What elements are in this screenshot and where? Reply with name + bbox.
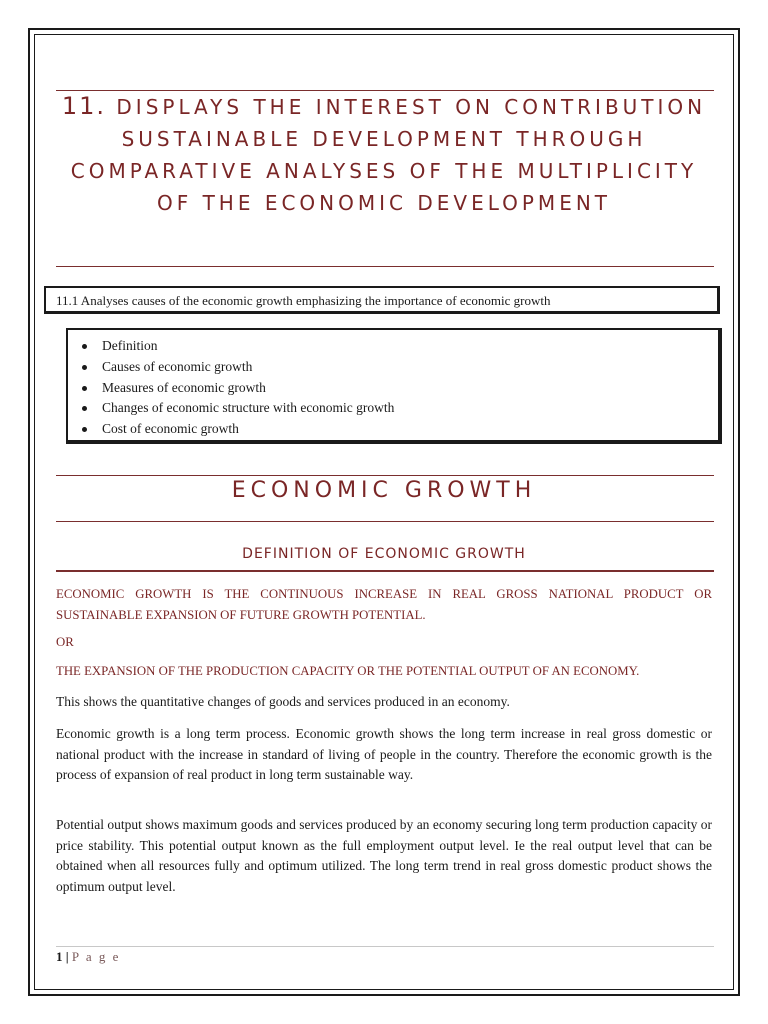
- chapter-number: 11.: [61, 92, 107, 120]
- topics-box: [66, 328, 722, 444]
- page-label: P a g e: [71, 949, 121, 964]
- chapter-title-text: DISPLAYS THE INTEREST ON CONTRIBUTION SUSTAINABLE DEVELOPMENT THROUGH COMPARATIVE ANALYSES OF THE MULTIPLICITY OF THE ECONOMIC DEVELOPMENT: [70, 95, 707, 215]
- paragraph-2: Economic growth is a long term process. Economic growth shows the long term increase in real gross domestic or national product with the increase in standard of living of people in the country. Therefore the economic growth is the process of expansion of real product in long term sustainable way.: [56, 726, 712, 782]
- subheading: DEFINITION OF ECONOMIC GROWTH: [242, 546, 526, 562]
- objective-box: [44, 286, 720, 314]
- topic-item: Cost of economic growth: [68, 419, 718, 440]
- paragraph-3: Potential output shows maximum goods and services produced by an economy securing long term production capacity or price stability. This potential output known as the full employment output level. Ie the real output level that can be obtained when all resources fully and optimum utilized. The long term trend in real gross domestic product shows the optimum output level.: [56, 817, 712, 894]
- paragraph-1: This shows the quantitative changes of goods and services produced in an economy.: [56, 694, 510, 709]
- topic-item: Causes of economic growth: [68, 357, 718, 378]
- rule-under-title: [56, 266, 714, 267]
- chapter-title: [56, 90, 712, 219]
- rule-below-subheading: [56, 570, 714, 572]
- rule-below-section: [56, 521, 714, 522]
- page-separator: |: [65, 949, 69, 964]
- topic-item: Definition: [68, 336, 718, 357]
- section-title: ECONOMIC GROWTH: [231, 478, 537, 503]
- or-text: OR: [56, 635, 74, 649]
- objective-text: 11.1 Analyses causes of the economic growth emphasizing the importance of economic growth: [56, 293, 551, 308]
- page-footer: [56, 949, 120, 965]
- definition-1: ECONOMIC GROWTH IS THE CONTINUOUS INCREASE IN REAL GROSS NATIONAL PRODUCT OR SUSTAINABLE EXPANSION OF FUTURE GROWTH POTENTIAL.: [56, 587, 712, 622]
- topic-item: Changes of economic structure with economic growth: [68, 398, 718, 419]
- topics-list: [68, 336, 718, 440]
- page-number: 1: [56, 949, 63, 964]
- rule-above-section: [56, 475, 714, 476]
- topic-item: Measures of economic growth: [68, 378, 718, 399]
- footer-rule: [56, 946, 714, 947]
- definition-2: THE EXPANSION OF THE PRODUCTION CAPACITY OR THE POTENTIAL OUTPUT OF AN ECONOMY.: [56, 664, 640, 678]
